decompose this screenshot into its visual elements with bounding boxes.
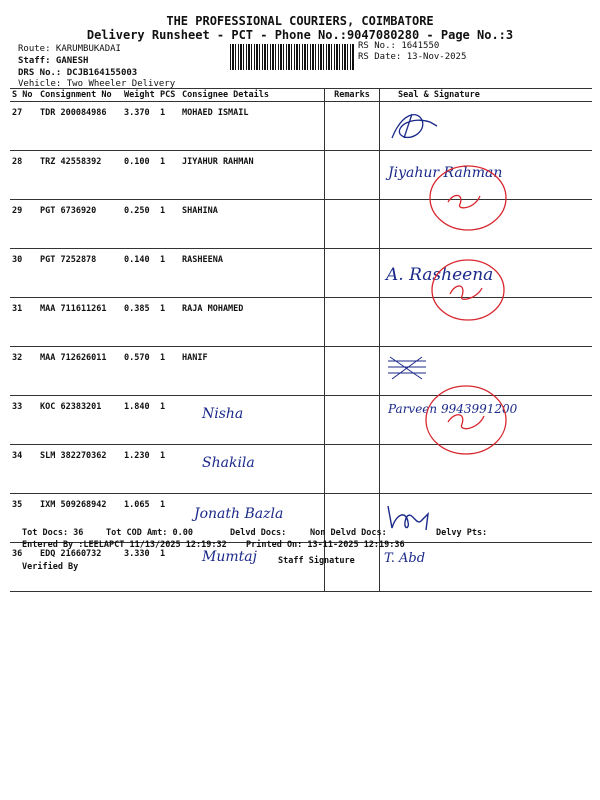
handwritten-name: Nisha (202, 406, 244, 422)
row-consignment: PGT 6736920 (38, 200, 122, 249)
total-docs: Tot Docs: 36 (22, 528, 84, 538)
row-consignee: HANIF (180, 347, 325, 396)
row-weight: 1.230 (122, 445, 158, 494)
signature-scribble (382, 108, 442, 146)
row-pcs: 1 (158, 494, 180, 543)
vehicle: Vehicle: Two Wheeler Delivery (18, 79, 176, 89)
stamp-circle (430, 166, 506, 230)
col-sno: S No (10, 89, 38, 102)
row-weight: 1.840 (122, 396, 158, 445)
staff: Staff: GANESH (18, 56, 89, 66)
row-weight: 3.330 (122, 543, 158, 592)
runsheet-subtitle: Delivery Runsheet - PCT - Phone No.:9047080280 - Page No.:3 (86, 28, 514, 42)
row-consignment: MAA 712626011 (38, 347, 122, 396)
row-consignee (180, 396, 325, 445)
stamp-scribble (450, 286, 482, 299)
col-remarks: Remarks (325, 89, 380, 102)
company-name: THE PROFESSIONAL COURIERS, COIMBATORE (166, 14, 434, 28)
staff-signature: Staff Signature (278, 556, 355, 566)
stamp-circle (426, 386, 506, 454)
row-signature (380, 102, 593, 151)
row-pcs: 1 (158, 347, 180, 396)
row-consignment: PGT 7252878 (38, 249, 122, 298)
rs-number: RS No.: 1641550 (358, 41, 440, 51)
row-consignee (180, 445, 325, 494)
row-consignment: KOC 62383201 (38, 396, 122, 445)
handwritten-signature: A. Rasheena (386, 265, 494, 285)
row-sno: 32 (10, 347, 38, 396)
row-remarks (325, 445, 380, 494)
row-remarks (325, 151, 380, 200)
row-pcs: 1 (158, 102, 180, 151)
handwritten-signature: Jiyahur Rahman (388, 165, 503, 181)
row-weight: 0.140 (122, 249, 158, 298)
stamp-circle (432, 260, 504, 320)
col-consignee: Consignee Details (180, 89, 325, 102)
row-sno: 30 (10, 249, 38, 298)
row-remarks (325, 396, 380, 445)
entered-by: Entered By :LEELAPCT 11/13/2025 12:19:32 (22, 540, 227, 550)
row-sno: 34 (10, 445, 38, 494)
table-row (10, 102, 592, 151)
row-remarks (325, 200, 380, 249)
row-consignee: MOHAED ISMAIL (180, 102, 325, 151)
row-consignment: MAA 711611261 (38, 298, 122, 347)
row-pcs: 1 (158, 249, 180, 298)
row-consignee: RASHEENA (180, 249, 325, 298)
handwritten-name: Mumtaj (202, 549, 257, 565)
row-pcs: 1 (158, 543, 180, 592)
non-delivered-docs: Non Delvd Docs: (310, 528, 387, 538)
table-header-row (10, 89, 592, 102)
row-weight: 0.100 (122, 151, 158, 200)
row-consignment: TRZ 42558392 (38, 151, 122, 200)
row-pcs: 1 (158, 445, 180, 494)
barcode (230, 44, 354, 70)
row-sno: 33 (10, 396, 38, 445)
handwritten-signature: T. Abd (384, 551, 426, 566)
row-consignment: IXM 509268942 (38, 494, 122, 543)
stamp-marks (420, 150, 600, 470)
handwritten-signature: Parveen 9943991200 (388, 402, 518, 416)
route: Route: KARUMBUKADAI (18, 44, 121, 54)
printed-on: Printed On: 13-11-2025 12:19:36 (246, 540, 405, 550)
row-weight: 3.370 (122, 102, 158, 151)
signature-scribble (382, 500, 442, 534)
row-sno: 35 (10, 494, 38, 543)
verified-by: Verified By (22, 562, 79, 572)
row-remarks (325, 249, 380, 298)
row-consignment: EDQ 21660732 (38, 543, 122, 592)
handwritten-name: Shakila (202, 455, 255, 471)
stamp-scribble (448, 415, 484, 429)
row-pcs: 1 (158, 298, 180, 347)
delivered-docs: Delvd Docs: (230, 528, 287, 538)
row-signature (380, 543, 593, 592)
row-pcs: 1 (158, 200, 180, 249)
row-weight: 0.250 (122, 200, 158, 249)
row-consignment: TDR 200084986 (38, 102, 122, 151)
row-consignee: SHAHINA (180, 200, 325, 249)
row-consignment: SLM 382270362 (38, 445, 122, 494)
row-weight: 1.065 (122, 494, 158, 543)
rs-date: RS Date: 13-Nov-2025 (358, 52, 467, 62)
col-consignment: Consignment No (38, 89, 122, 102)
row-remarks (325, 298, 380, 347)
row-sno: 36 (10, 543, 38, 592)
drs-number: DRS No.: DCJB164155003 (18, 68, 138, 78)
col-signature: Seal & Signature (380, 89, 593, 102)
row-sno: 27 (10, 102, 38, 151)
row-sno: 31 (10, 298, 38, 347)
row-consignee: RAJA MOHAMED (180, 298, 325, 347)
handwritten-name: Jonath Bazla (194, 506, 284, 522)
col-weight: Weight (122, 89, 158, 102)
stamp-scribble (448, 195, 480, 207)
row-sno: 29 (10, 200, 38, 249)
row-pcs: 1 (158, 151, 180, 200)
row-remarks (325, 347, 380, 396)
row-remarks (325, 102, 380, 151)
row-weight: 0.385 (122, 298, 158, 347)
row-sno: 28 (10, 151, 38, 200)
total-cod: Tot COD Amt: 0.00 (106, 528, 193, 538)
table-row (10, 494, 592, 543)
row-pcs: 1 (158, 396, 180, 445)
row-consignee: JIYAHUR RAHMAN (180, 151, 325, 200)
delivery-points: Delvy Pts: (436, 528, 488, 538)
row-weight: 0.570 (122, 347, 158, 396)
col-pcs: PCS (158, 89, 180, 102)
